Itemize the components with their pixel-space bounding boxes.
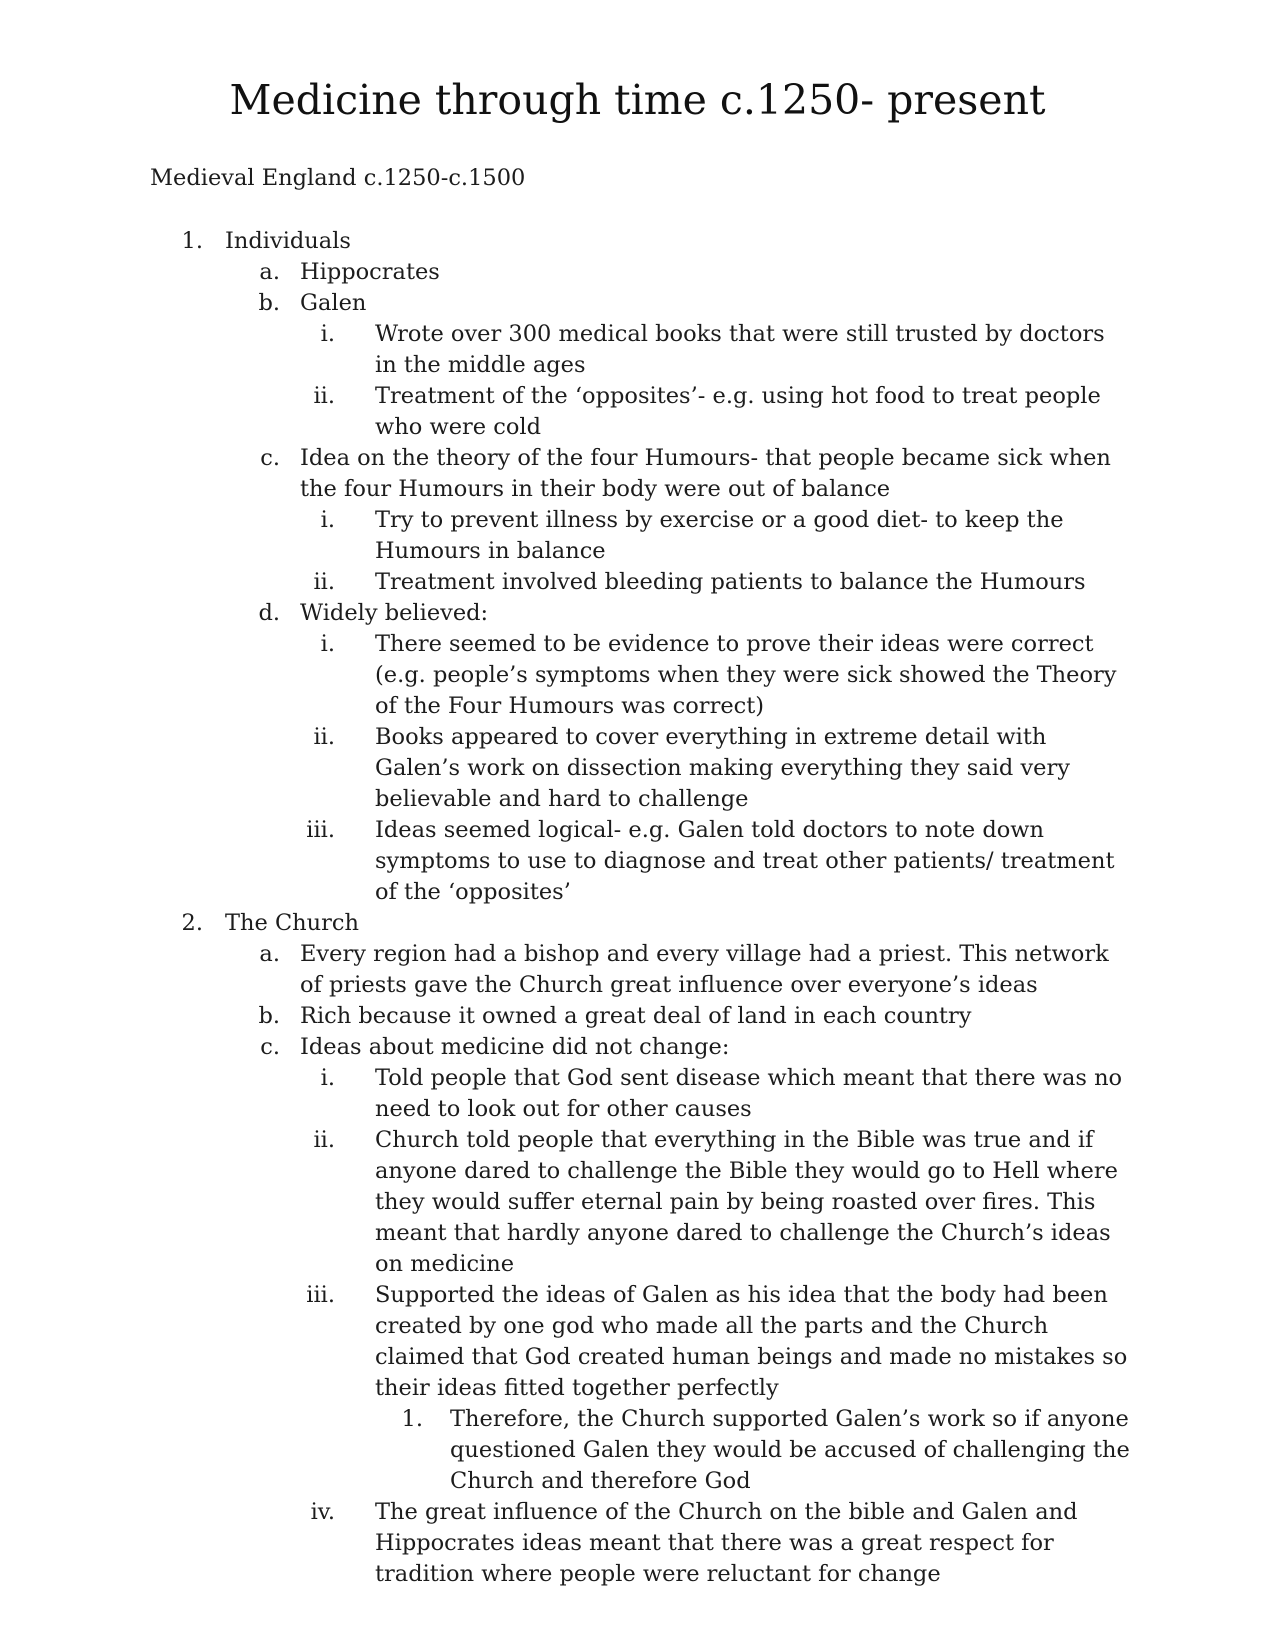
- outline-text: Therefore, the Church supported Galen’s work so if anyone questioned Galen they would be accused of challenging the Church and therefore God: [450, 1406, 1130, 1494]
- outline-text: Individuals: [225, 228, 351, 254]
- outline-marker: ii.: [313, 724, 335, 750]
- outline-text: Widely believed:: [300, 600, 489, 626]
- outline-marker: c.: [260, 445, 280, 471]
- outline-text: Galen: [300, 290, 367, 316]
- outline-marker: b.: [258, 1003, 280, 1029]
- outline-item-level-3: [0, 505, 1275, 567]
- outline-text: Treatment of the ‘opposites’- e.g. using hot food to treat people who were cold: [375, 383, 1101, 440]
- outline-marker: i.: [320, 507, 335, 533]
- outline-item-level-2: [0, 939, 1275, 1001]
- outline-marker: 1.: [181, 228, 203, 254]
- outline-text: Told people that God sent disease which meant that there was no need to look out for other causes: [375, 1065, 1123, 1122]
- outline-marker: a.: [259, 259, 280, 285]
- outline-text: Hippocrates: [300, 259, 440, 285]
- outline-item-level-3: [0, 1063, 1275, 1125]
- outline-item-level-3: [0, 319, 1275, 381]
- outline-marker: i.: [320, 631, 335, 657]
- outline-item-level-3: [0, 1280, 1275, 1404]
- outline-text: Ideas seemed logical- e.g. Galen told doctors to note down symptoms to use to diagnose and treat other patients/ treatment of the ‘opposites’: [375, 817, 1115, 905]
- outline-marker: iv.: [310, 1499, 335, 1525]
- outline-item-level-3: [0, 1497, 1275, 1590]
- outline-text: The Church: [225, 910, 360, 936]
- outline-marker: a.: [259, 941, 280, 967]
- outline-text: Ideas about medicine did not change:: [300, 1034, 730, 1060]
- outline-text: There seemed to be evidence to prove their ideas were correct (e.g. people’s symptoms when they were sick showed the Theory of the Four Humours was correct): [375, 631, 1117, 719]
- outline-marker: ii.: [313, 569, 335, 595]
- outline-item-level-3: [0, 629, 1275, 722]
- outline-marker: ii.: [313, 1127, 335, 1153]
- outline-text: The great influence of the Church on the bible and Galen and Hippocrates ideas meant that there was a great respect for tradition where people were reluctant for change: [375, 1499, 1078, 1587]
- outline-marker: i.: [320, 321, 335, 347]
- outline-item-level-2: [0, 443, 1275, 505]
- outline-item-level-2: [0, 598, 1275, 629]
- outline-item-level-2: [0, 1032, 1275, 1063]
- outline-text: Treatment involved bleeding patients to balance the Humours: [375, 569, 1086, 595]
- outline-item-level-1: [0, 908, 1275, 939]
- outline-item-level-3: [0, 381, 1275, 443]
- outline-item-level-3: [0, 1125, 1275, 1280]
- outline-text: Church told people that everything in the Bible was true and if anyone dared to challenge the Bible they would go to Hell where they would suffer eternal pain by being roasted over fires. This meant that hardly anyone dared to challenge the Church’s ideas on medicine: [375, 1127, 1118, 1277]
- outline-marker: i.: [320, 1065, 335, 1091]
- outline-marker: 1.: [401, 1406, 423, 1432]
- outline-item-level-3: [0, 815, 1275, 908]
- outline-item-level-2: [0, 1001, 1275, 1032]
- outline-text: Idea on the theory of the four Humours- that people became sick when the four Humours in their body were out of balance: [300, 445, 1111, 502]
- outline-text: Books appeared to cover everything in extreme detail with Galen’s work on dissection making everything they said very believable and hard to challenge: [375, 724, 1070, 812]
- outline-item-level-2: [0, 288, 1275, 319]
- outline-text: Rich because it owned a great deal of land in each country: [300, 1003, 972, 1029]
- outline-text: Supported the ideas of Galen as his idea that the body had been created by one god who made all the parts and the Church claimed that God created human beings and made no mistakes so their ideas fitted together perfectly: [375, 1282, 1128, 1401]
- outline-item-level-3: [0, 722, 1275, 815]
- outline-list: [0, 226, 1275, 1590]
- outline-marker: 2.: [181, 910, 203, 936]
- outline-marker: iii.: [306, 1282, 335, 1308]
- outline-item-level-2: [0, 257, 1275, 288]
- section-heading: Medieval England c.1250-c.1500: [150, 165, 526, 191]
- outline-marker: c.: [260, 1034, 280, 1060]
- outline-item-level-1: [0, 226, 1275, 257]
- outline-item-level-3: [0, 567, 1275, 598]
- outline-marker: iii.: [306, 817, 335, 843]
- outline-text: Wrote over 300 medical books that were still trusted by doctors in the middle ages: [375, 321, 1105, 378]
- outline-marker: ii.: [313, 383, 335, 409]
- outline-text: Every region had a bishop and every village had a priest. This network of priests gave the Church great influence over everyone’s ideas: [300, 941, 1109, 998]
- page-title: Medicine through time c.1250- present: [229, 76, 1046, 124]
- outline-item-level-4: [0, 1404, 1275, 1497]
- outline-marker: d.: [258, 600, 280, 626]
- outline-text: Try to prevent illness by exercise or a good diet- to keep the Humours in balance: [375, 507, 1064, 564]
- outline-marker: b.: [258, 290, 280, 316]
